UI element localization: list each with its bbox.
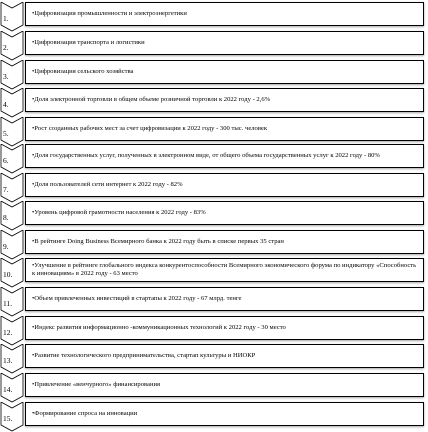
item-number: 1. bbox=[3, 14, 9, 23]
list-item bbox=[0, 31, 428, 55]
item-number: 4. bbox=[3, 100, 9, 109]
item-box bbox=[25, 201, 424, 225]
list-item bbox=[0, 117, 428, 141]
item-number: 5. bbox=[3, 129, 9, 138]
list-item bbox=[0, 344, 428, 368]
item-text: •Развитие технологического предпринимательства, стартап культуры и НИОКР bbox=[32, 352, 256, 359]
item-text: •Улучшение в рейтинге глобального индекса конкурентоспособности Всемирного экономического форума по индикатору «Способность к инновациям» в 2022 году - 63 место bbox=[32, 262, 417, 277]
item-number: 6. bbox=[3, 156, 9, 165]
list-item bbox=[0, 88, 428, 112]
list-item bbox=[0, 201, 428, 225]
item-text: •Доля государственных услуг, полученных в электронном виде, от общего объема государственных услуг к 2022 году - 80% bbox=[32, 152, 380, 159]
list-item bbox=[0, 287, 428, 311]
item-number: 3. bbox=[3, 72, 9, 81]
item-text: •Цифровизация транспорта и логистики bbox=[32, 39, 145, 46]
item-number: 15. bbox=[3, 414, 13, 423]
item-box bbox=[25, 117, 424, 141]
item-text: •Доля пользователей сети интернет к 2022 году - 82% bbox=[32, 181, 183, 188]
list-item bbox=[0, 258, 428, 282]
item-text: •Формирование спроса на инновации bbox=[32, 410, 138, 417]
item-text: •Доля электронной торговли в общем объеме розничной торговли к 2022 году - 2,6% bbox=[32, 96, 271, 103]
list-item bbox=[0, 173, 428, 197]
item-number: 14. bbox=[3, 385, 13, 394]
item-text: •Рост созданных рабочих мест за счет цифровизации к 2022 году - 300 тыс. человек bbox=[32, 125, 268, 132]
item-box bbox=[25, 31, 424, 55]
item-box bbox=[25, 2, 424, 26]
item-box bbox=[25, 173, 424, 197]
item-box bbox=[25, 402, 424, 426]
list-item bbox=[0, 230, 428, 254]
list-item bbox=[0, 144, 428, 168]
list-item bbox=[0, 402, 428, 426]
item-number: 7. bbox=[3, 185, 9, 194]
item-text: •Привлечение «венчурного» финансирования bbox=[32, 381, 161, 388]
list-item bbox=[0, 373, 428, 397]
item-text: •Цифровизация сельского хозяйства bbox=[32, 68, 134, 75]
item-text: •Индекс развития информационно -коммуникационных технологий к 2022 году - 30 место bbox=[32, 324, 286, 331]
list-item bbox=[0, 2, 428, 26]
item-box bbox=[25, 373, 424, 397]
list-item bbox=[0, 316, 428, 340]
item-number: 11. bbox=[3, 299, 13, 308]
item-box bbox=[25, 230, 424, 254]
item-box bbox=[25, 344, 424, 368]
item-text: •Уровень цифровой грамотности населения к 2022 году - 83% bbox=[32, 209, 206, 216]
item-box bbox=[25, 60, 424, 84]
item-number: 9. bbox=[3, 242, 9, 251]
item-text: •В рейтинге Doing Business Всемирного банка к 2022 году быть в списке первых 35 стран bbox=[32, 238, 284, 245]
item-text: •Объем привлеченных инвестиций в стартапы к 2022 году - 67 млрд. тенге bbox=[32, 295, 242, 302]
list-item bbox=[0, 60, 428, 84]
item-box bbox=[25, 316, 424, 340]
item-box bbox=[25, 258, 424, 282]
item-number: 8. bbox=[3, 213, 9, 222]
item-box bbox=[25, 88, 424, 112]
item-number: 2. bbox=[3, 43, 9, 52]
item-box bbox=[25, 144, 424, 168]
item-number: 10. bbox=[3, 270, 13, 279]
item-box bbox=[25, 287, 424, 311]
item-text: •Цифровизация промышленности и электроэнергетики bbox=[32, 10, 187, 17]
item-number: 12. bbox=[3, 328, 13, 337]
item-number: 13. bbox=[3, 356, 13, 365]
